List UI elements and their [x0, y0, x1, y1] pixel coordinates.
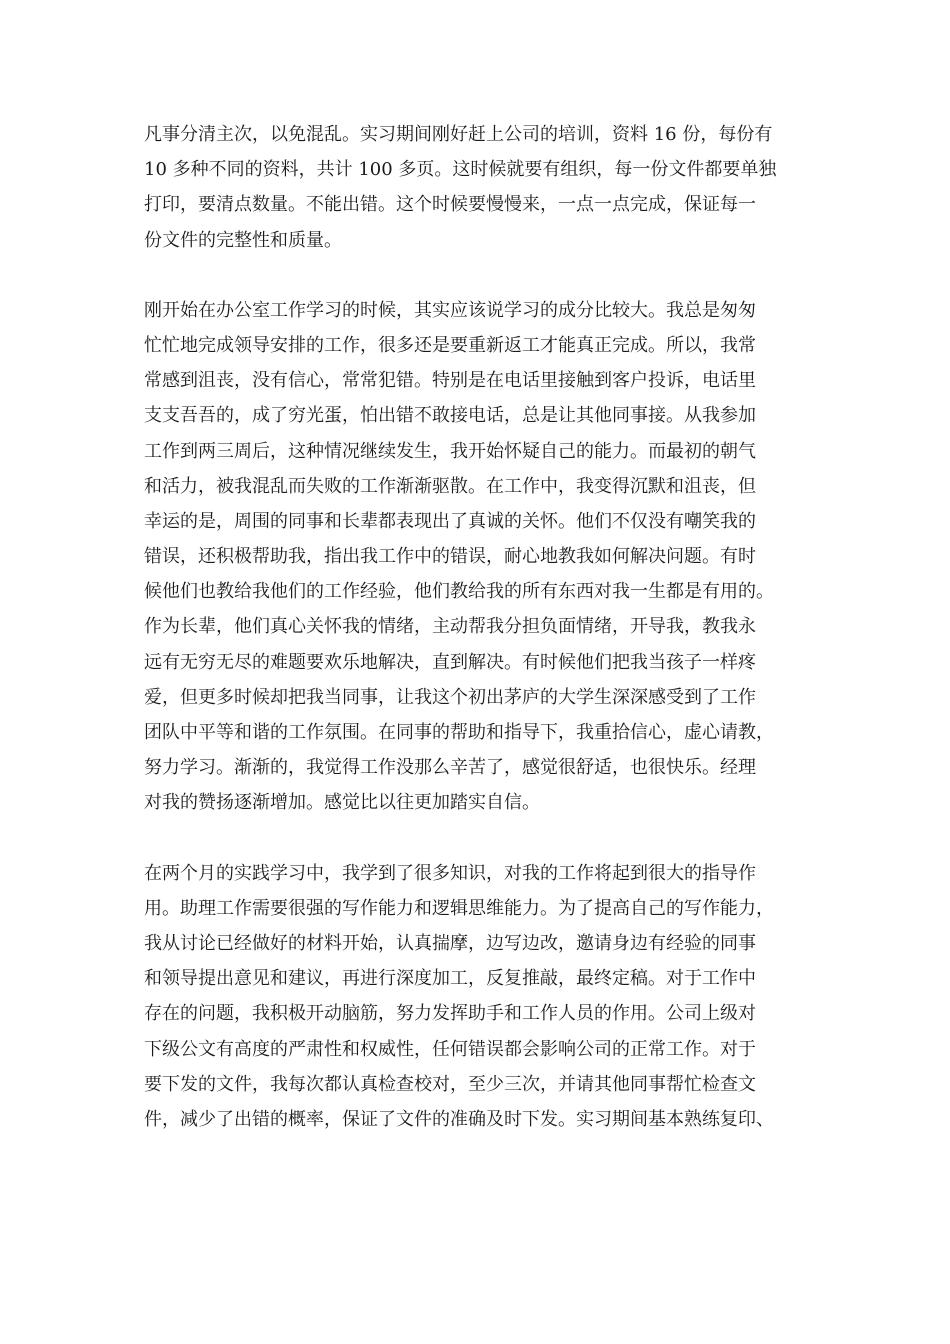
text-line: 和领导提出意见和建议，再进行深度加工，反复推敲，最终定稿。对于工作中 [144, 968, 756, 990]
text-line: 对我的赞扬逐渐增加。感觉比以往更加踏实自信。 [144, 792, 540, 814]
text-line: 下级公文有高度的严肃性和权威性，任何错误都会影响公司的正常工作。对于 [144, 1038, 756, 1060]
text-line: 爱，但更多时候却把我当同事，让我这个初出茅庐的大学生深深感受到了工作 [144, 686, 756, 708]
text-line: 10 多种不同的资料，共计 100 多页。这时候就要有组织，每一份文件都要单独 [144, 159, 777, 181]
text-line: 份文件的完整性和质量。 [144, 229, 342, 251]
text-line: 我从讨论已经做好的材料开始，认真揣摩，边写边改，邀请身边有经验的同事 [144, 932, 756, 954]
text-line: 在两个月的实践学习中，我学到了很多知识，对我的工作将起到很大的指导作 [144, 862, 756, 884]
text-line: 错误，还积极帮助我，指出我工作中的错误，耐心地教我如何解决问题。有时 [144, 546, 756, 568]
text-line: 作为长辈，他们真心关怀我的情绪，主动帮我分担负面情绪，开导我，教我永 [144, 616, 756, 638]
text-line: 要下发的文件，我每次都认真检查校对，至少三次，并请其他同事帮忙检查文 [144, 1073, 756, 1095]
text-line: 远有无穷无尽的难题要欢乐地解决，直到解决。有时候他们把我当孩子一样疼 [144, 651, 756, 673]
text-line: 刚开始在办公室工作学习的时候，其实应该说学习的成分比较大。我总是匆匆 [144, 299, 756, 321]
text-line: 常感到沮丧，没有信心，常常犯错。特别是在电话里接触到客户投诉，电话里 [144, 370, 756, 392]
text-line: 件，减少了出错的概率，保证了文件的准确及时下发。实习期间基本熟练复印、 [144, 1108, 774, 1130]
text-line: 候他们也教给我他们的工作经验，他们教给我的所有东西对我一生都是有用的。 [144, 581, 774, 603]
text-line: 团队中平等和谐的工作氛围。在同事的帮助和指导下，我重拾信心，虚心请教， [144, 722, 774, 743]
document-body [144, 117, 812, 1172]
text-line: 凡事分清主次，以免混乱。实习期间刚好赶上公司的培训，资料 16 份，每份有 [144, 124, 773, 145]
paragraph-1 [144, 117, 812, 258]
text-line: 工作到两三周后，这种情况继续发生，我开始怀疑自己的能力。而最初的朝气 [144, 440, 756, 462]
text-line: 支支吾吾的，成了穷光蛋，怕出错不敢接电话，总是让其他同事接。从我参加 [144, 405, 756, 427]
text-line: 忙忙地完成领导安排的工作，很多还是要重新返工才能真正完成。所以，我常 [144, 334, 756, 356]
text-line: 用。助理工作需要很强的写作能力和逻辑思维能力。为了提高自己的写作能力， [144, 897, 774, 919]
text-line: 努力学习。渐渐的，我觉得工作没那么辛苦了，感觉很舒适，也很快乐。经理 [144, 757, 756, 779]
text-line: 打印，要清点数量。不能出错。这个时候要慢慢来，一点一点完成，保证每一 [144, 194, 756, 216]
paragraph-2 [144, 293, 812, 821]
paragraph-3 [144, 856, 812, 1138]
text-line: 存在的问题，我积极开动脑筋，努力发挥助手和工作人员的作用。公司上级对 [144, 1003, 756, 1025]
text-line: 幸运的是，周围的同事和长辈都表现出了真诚的关怀。他们不仅没有嘲笑我的 [144, 510, 756, 532]
text-line: 和活力，被我混乱而失败的工作渐渐驱散。在工作中，我变得沉默和沮丧，但 [144, 475, 756, 497]
